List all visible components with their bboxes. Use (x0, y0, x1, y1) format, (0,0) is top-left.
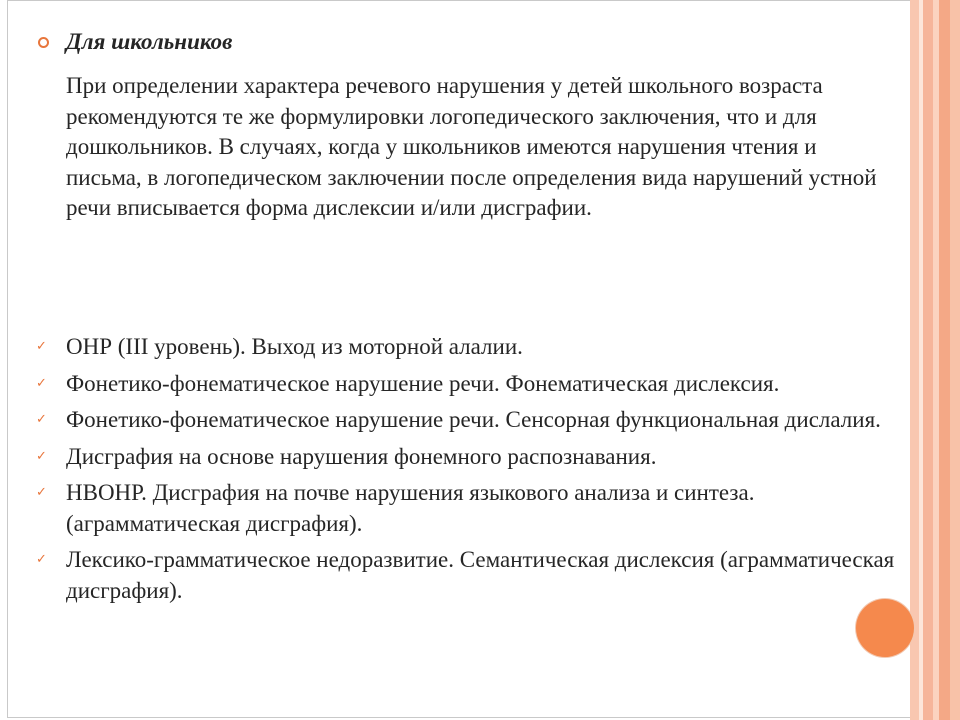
list-item: ✓ Лексико-грамматическое недоразвитие. Семантическая дислексия (аграмматическая дисграфия). (36, 547, 895, 603)
list-item: ✓ Фонетико-фонематическое нарушение речи. Сенсорная функциональная дислалия. (36, 405, 896, 436)
body-paragraph: При определении характера речевого нарушения у детей школьного возраста рекомендуются те же формулировки логопедического заключения, что и для дошкольников. В случаях, когда у школьников имеются нарушения чтения и письма, в логопедическом заключении после определения вида нарушений устной речи вписывается форма дислексии и/или дисграфии. (66, 73, 877, 220)
list-item: ✓ Фонетико-фонематическое нарушение речи. Фонематическая дислексия. (36, 369, 896, 400)
checkmark-icon: ✓ (36, 448, 47, 464)
slide-content (36, 26, 886, 64)
list-item: ✓ Дисграфия на основе нарушения фонемного распознавания. (36, 442, 896, 473)
list-item: ✓ НВОНР. Дисграфия на почве нарушения языкового анализа и синтеза. (аграмматическая дисграфия). (36, 480, 755, 536)
decorative-stripes (910, 0, 960, 720)
checkmark-icon: ✓ (36, 339, 47, 354)
heading-row (36, 26, 886, 64)
checkmark-icon: ✓ (36, 485, 47, 500)
slide-heading: Для школьников (66, 29, 233, 54)
list-item: ✓ ОНР (III уровень). Выход из моторной алалии. (36, 332, 896, 363)
checkmark-icon: ✓ (36, 375, 47, 391)
ring-bullet-icon (38, 37, 49, 48)
checkmark-icon: ✓ (36, 552, 47, 567)
checklist (36, 332, 896, 612)
checkmark-icon: ✓ (36, 412, 47, 427)
